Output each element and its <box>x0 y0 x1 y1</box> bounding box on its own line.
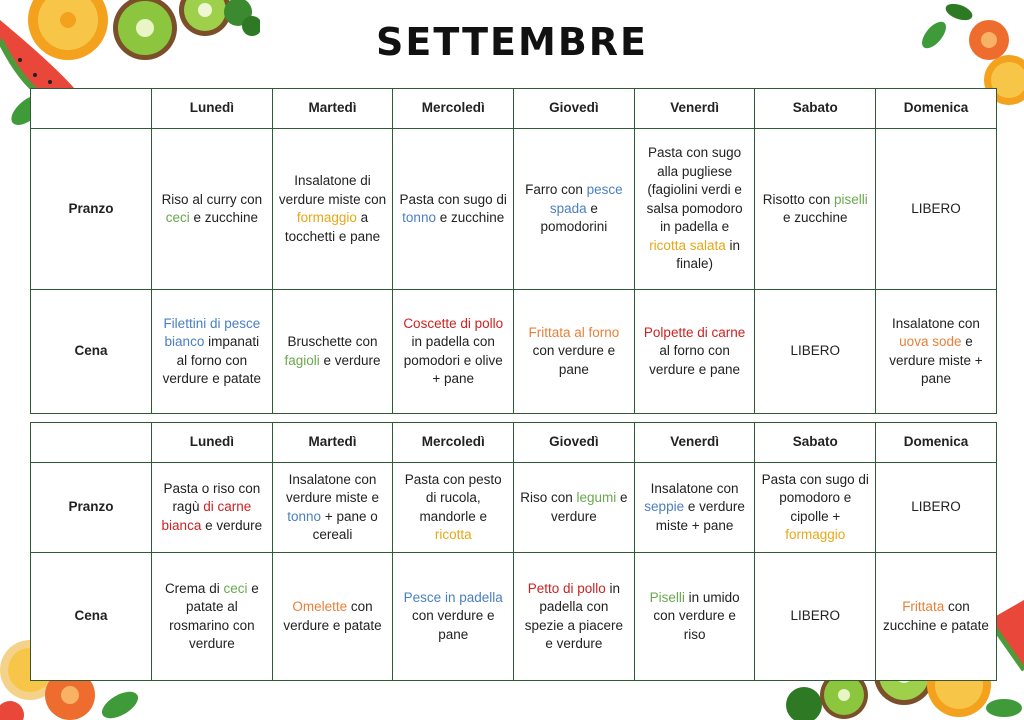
meal-text: e patate al rosmarino con verdure <box>169 580 259 651</box>
meal-cell <box>514 463 635 553</box>
meal-cell <box>876 463 997 553</box>
meal-cell <box>755 553 876 681</box>
corner-cell <box>31 423 152 463</box>
meal-row-pranzo <box>31 129 997 290</box>
meal-cell <box>634 129 755 290</box>
meal-text: e verdure miste + pane <box>889 334 983 386</box>
highlighted-ingredient: Coscette di pollo <box>403 315 504 331</box>
meal-cell <box>152 290 273 414</box>
meal-cell <box>152 129 273 290</box>
meal-cell <box>393 129 514 290</box>
meal-cell <box>634 290 755 414</box>
meal-cell <box>393 553 514 681</box>
meal-text: Risotto con <box>762 191 835 207</box>
meal-text: con verdure e patate <box>283 599 382 633</box>
day-header-row <box>31 89 997 129</box>
day-header: Lunedì <box>152 89 273 129</box>
meal-text: in padella con pomodori e olive + pane <box>403 334 503 386</box>
highlighted-ingredient: Petto di pollo <box>527 580 606 596</box>
day-header: Martedì <box>272 423 393 463</box>
meal-text: Pasta con sugo di pomodoro e cipolle + <box>761 471 869 524</box>
highlighted-ingredient: Omelette <box>292 599 348 614</box>
highlighted-ingredient: legumi <box>576 490 617 505</box>
meal-label: Pranzo <box>31 129 152 290</box>
highlighted-ingredient: Piselli <box>649 589 685 605</box>
meal-cell <box>272 290 393 414</box>
meal-text: Bruschette con <box>287 334 378 349</box>
highlighted-ingredient: ceci <box>165 210 190 225</box>
meal-text: in umido con verdure e riso <box>653 589 740 642</box>
meal-cell <box>755 129 876 290</box>
meal-cell <box>755 463 876 553</box>
meal-text: al forno con verdure e pane <box>649 343 740 377</box>
day-header: Mercoledì <box>393 423 514 463</box>
day-header: Giovedì <box>514 423 635 463</box>
weekly-menu-table-week-1 <box>30 88 997 414</box>
meal-text: Riso con <box>520 490 577 505</box>
meal-text: Pasta con pesto di rucola, mandorle e <box>404 471 502 524</box>
meal-cell <box>272 129 393 290</box>
meal-cell <box>755 290 876 414</box>
meal-cell <box>393 290 514 414</box>
meal-text: Insalatone con <box>650 480 739 496</box>
meal-text: e pomodorini <box>540 200 608 235</box>
meal-cell <box>272 553 393 681</box>
day-header: Venerdì <box>634 89 755 129</box>
meal-text: Pasta con sugo di <box>399 191 507 207</box>
meal-text: in finale) <box>676 237 740 272</box>
highlighted-ingredient: tonno <box>402 210 436 225</box>
meal-cell <box>876 129 997 290</box>
meal-text: in padella con spezie a piacere e verdure <box>524 580 624 651</box>
meal-text: a tocchetti e pane <box>284 210 381 244</box>
weekly-menu-table-week-2 <box>30 422 997 681</box>
meal-text: e verdure miste + pane <box>655 499 745 533</box>
highlighted-ingredient: formaggio <box>296 210 357 225</box>
meal-text: impanati al forno con verdure e patate <box>162 334 261 386</box>
day-header: Martedì <box>272 89 393 129</box>
meal-text: con verdure e pane <box>532 343 616 377</box>
highlighted-ingredient: piselli <box>834 191 868 207</box>
day-header: Domenica <box>876 89 997 129</box>
meal-text: e zucchine <box>783 210 848 225</box>
highlighted-ingredient: Polpette di carne <box>643 324 746 340</box>
meal-text: Crema di <box>164 580 224 596</box>
meal-text: con zucchine e patate <box>883 599 989 633</box>
meal-label: Cena <box>31 290 152 414</box>
meal-row-cena <box>31 553 997 681</box>
meal-cell <box>393 463 514 553</box>
meal-cell <box>876 290 997 414</box>
meal-row-pranzo <box>31 463 997 553</box>
day-header: Venerdì <box>634 423 755 463</box>
highlighted-ingredient: formaggio <box>785 527 846 542</box>
day-header: Domenica <box>876 423 997 463</box>
meal-cell <box>514 553 635 681</box>
highlighted-ingredient: ceci <box>223 580 248 596</box>
meal-label: Cena <box>31 553 152 681</box>
corner-cell <box>31 89 152 129</box>
highlighted-ingredient: fagioli <box>284 352 320 368</box>
meal-text: e verdure <box>201 517 263 533</box>
meal-text: Pasta o riso con ragù <box>163 480 261 515</box>
highlighted-ingredient: tonno <box>287 508 322 524</box>
day-header: Mercoledì <box>393 89 514 129</box>
meal-label: Pranzo <box>31 463 152 553</box>
meal-text: e verdure <box>319 352 381 368</box>
meal-text: e zucchine <box>189 210 258 225</box>
meal-text: LIBERO <box>790 608 841 624</box>
highlighted-ingredient: pesce spada <box>549 182 623 216</box>
meal-text: e verdure <box>551 490 628 524</box>
highlighted-ingredient: ricotta salata <box>649 237 726 253</box>
meal-text: + pane o cereali <box>312 508 378 542</box>
meal-cell <box>634 463 755 553</box>
meal-cell <box>634 553 755 681</box>
highlighted-ingredient: Frittata <box>902 599 945 614</box>
meal-cell <box>514 129 635 290</box>
meal-cell <box>152 463 273 553</box>
day-header: Lunedì <box>152 423 273 463</box>
meal-text: LIBERO <box>790 343 841 359</box>
meal-cell <box>514 290 635 414</box>
highlighted-ingredient: ricotta <box>434 527 472 542</box>
meal-text: Insalatone con verdure miste e <box>286 471 380 505</box>
highlighted-ingredient: Pesce in padella <box>403 589 503 605</box>
highlighted-ingredient: seppie <box>644 499 685 515</box>
highlighted-ingredient: Filettini di pesce bianco <box>163 315 261 349</box>
meal-text: Insalatone con <box>892 315 980 331</box>
day-header: Sabato <box>755 423 876 463</box>
day-header: Sabato <box>755 89 876 129</box>
highlighted-ingredient: di carne bianca <box>161 499 252 533</box>
meal-text: Riso al curry con <box>161 191 263 207</box>
day-header: Giovedì <box>514 89 635 129</box>
meal-cell <box>272 463 393 553</box>
meal-text: Pasta con sugo alla pugliese (fagiolini verdi e salsa pomodoro in padella e <box>646 145 743 235</box>
meal-text: e zucchine <box>435 210 505 225</box>
meal-text: LIBERO <box>911 200 961 216</box>
page-title: SETTEMBRE <box>376 20 648 64</box>
meal-cell <box>876 553 997 681</box>
meal-text: Insalatone di verdure miste con <box>278 173 387 207</box>
meal-text: Farro con <box>525 182 587 198</box>
meal-text: con verdure e pane <box>411 608 495 642</box>
meal-row-cena <box>31 290 997 414</box>
highlighted-ingredient: Frittata al forno <box>528 324 620 340</box>
highlighted-ingredient: uova sode <box>899 334 962 349</box>
meal-cell <box>152 553 273 681</box>
meal-text: LIBERO <box>911 499 961 515</box>
day-header-row <box>31 423 997 463</box>
